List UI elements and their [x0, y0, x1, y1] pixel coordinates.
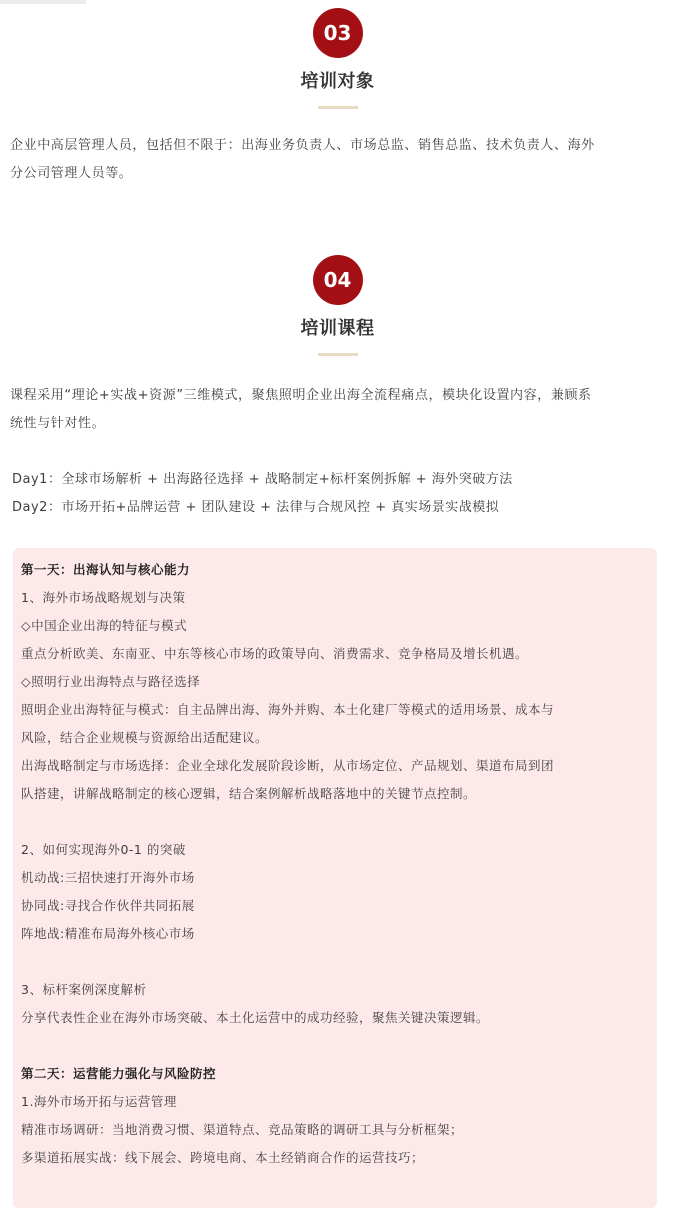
- section-number-badge: 04: [313, 255, 363, 305]
- topic-text: 多渠道拓展实战：线下展会、跨境电商、本土经销商合作的运营技巧；: [21, 1150, 425, 1165]
- topic-text: 分享代表性企业在海外市场突破、本土化运营中的成功经验，聚焦关键决策逻辑。: [21, 1010, 490, 1025]
- title-underline: [318, 106, 358, 109]
- section-title: 培训对象: [300, 71, 375, 92]
- topic-text: 重点分析欧美、东南亚、中东等核心市场的政策导向、消费需求、竞争格局及增长机遇。: [21, 646, 529, 661]
- topic-text: 风险，结合企业规模与资源给出适配建议。: [21, 730, 269, 745]
- paragraph-line: 统性与针对性。: [10, 416, 106, 431]
- topic-text: 阵地战:精准布局海外核心市场: [21, 926, 195, 941]
- top-corner-mark: [0, 0, 86, 4]
- topic-heading: ◇中国企业出海的特征与模式: [21, 618, 188, 633]
- section-number-badge: 03: [313, 8, 363, 58]
- day1-heading: 第一天：出海认知与核心能力: [21, 562, 191, 577]
- paragraph-line: 分公司管理人员等。: [10, 166, 133, 181]
- topic-text: 队搭建，讲解战略制定的核心逻辑，结合案例解析战略落地中的关键节点控制。: [21, 786, 477, 801]
- section-header-04: [0, 255, 675, 356]
- topic-heading: ◇照明行业出海特点与路径选择: [21, 674, 201, 689]
- topic-text: 出海战略制定与市场选择：企业全球化发展阶段诊断，从市场定位、产品规划、渠道布局到团: [21, 758, 555, 773]
- topic-text: 协同战:寻找合作伙伴共同拓展: [21, 898, 195, 913]
- module-heading: 2、如何实现海外0-1 的突破: [21, 842, 186, 857]
- title-underline: [318, 353, 358, 356]
- topic-text: 机动战:三招快速打开海外市场: [21, 870, 195, 885]
- section-header-03: [0, 8, 675, 109]
- topic-text: 精准市场调研：当地消费习惯、渠道特点、竞品策略的调研工具与分析框架；: [21, 1122, 464, 1137]
- day2-heading: 第二天：运营能力强化与风险防控: [21, 1066, 217, 1081]
- section-title: 培训课程: [300, 318, 375, 339]
- training-audience-text: [10, 132, 662, 188]
- day1-summary: Day1：全球市场解析 + 出海路径选择 + 战略制定+标杆案例拆解 + 海外突破方法: [12, 472, 513, 487]
- paragraph-line: 企业中高层管理人员，包括但不限于：出海业务负责人、市场总监、销售总监、技术负责人、海外: [10, 138, 595, 153]
- day2-summary: Day2：市场开拓+品牌运营 + 团队建设 + 法律与合规风控 + 真实场景实战模拟: [12, 500, 500, 515]
- module-heading: 1.海外市场开拓与运营管理: [21, 1094, 177, 1109]
- module-heading: 3、标杆案例深度解析: [21, 982, 147, 997]
- paragraph-line: 课程采用“理论+实战+资源”三维模式，聚焦照明企业出海全流程痛点，模块化设置内容，兼顾系: [10, 388, 592, 403]
- course-intro-text: [10, 382, 662, 438]
- module-heading: 1、海外市场战略规划与决策: [21, 590, 186, 605]
- topic-text: 照明企业出海特征与模式：自主品牌出海、海外并购、本土化建厂等模式的适用场景、成本与: [21, 702, 555, 717]
